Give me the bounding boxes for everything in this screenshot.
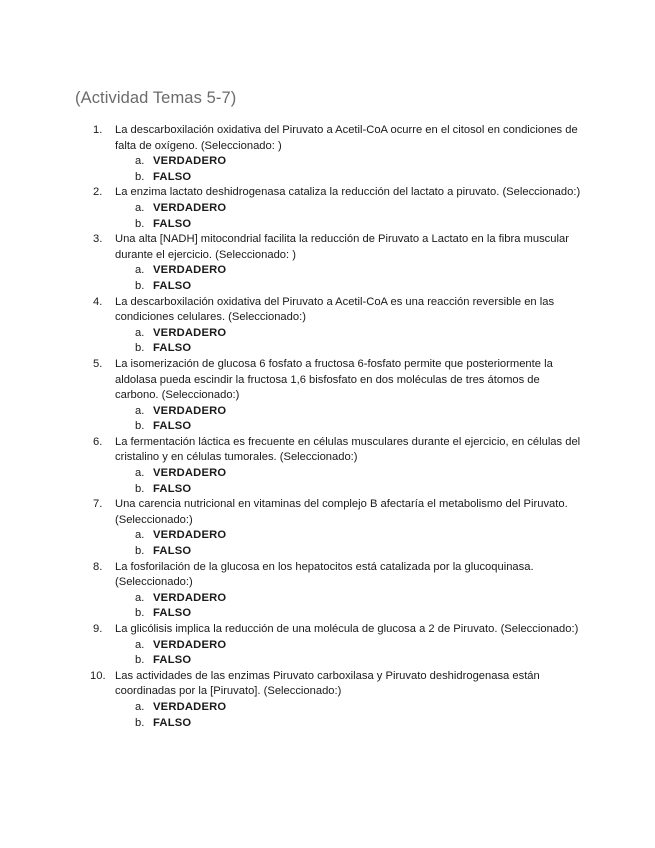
answer-options [115, 263, 583, 294]
question-number: 3. [93, 233, 103, 246]
answer-options [115, 404, 583, 435]
option-verdadero[interactable] [135, 263, 583, 279]
option-label: VERDADERO [153, 591, 227, 604]
answer-options [115, 154, 583, 185]
option-letter: b. [135, 545, 145, 558]
option-letter: a. [135, 591, 145, 604]
question-number: 1. [93, 124, 103, 136]
question-number: 2. [93, 186, 103, 199]
question-number: 10. [90, 669, 106, 682]
question-text: La fermentación láctica es frecuente en células musculares durante el ejercicio, en células del cristalino y en células tumorales. (Seleccionado:) [115, 435, 581, 464]
option-verdadero[interactable] [135, 638, 583, 654]
question-item [93, 560, 583, 622]
option-letter: b. [135, 654, 145, 667]
question-item [93, 497, 583, 559]
option-label: VERDADERO [153, 700, 227, 713]
answer-options [115, 638, 583, 669]
option-label: FALSO [153, 654, 192, 667]
option-label: FALSO [153, 482, 192, 495]
question-text: La isomerización de glucosa 6 fosfato a fructosa 6-fosfato permite que posteriormente la aldolasa pueda escindir la fructosa 1,6 bisfosfato en dos moléculas de tres átomos de carbono. (Seleccionado:) [115, 357, 553, 402]
option-letter: b. [135, 420, 145, 433]
question-number: 9. [93, 623, 103, 635]
question-item [93, 123, 583, 185]
option-verdadero[interactable] [135, 591, 583, 607]
option-falso[interactable] [135, 279, 583, 295]
option-label: VERDADERO [153, 155, 227, 168]
option-label: VERDADERO [153, 467, 227, 480]
option-falso[interactable] [135, 419, 583, 435]
option-label: VERDADERO [153, 529, 227, 542]
option-label: FALSO [153, 716, 192, 729]
option-verdadero[interactable] [135, 201, 583, 217]
option-label: FALSO [153, 545, 192, 558]
option-verdadero[interactable] [135, 528, 583, 544]
question-text: Una alta [NADH] mitocondrial facilita la reducción de Piruvato a Lactato en la fibra muscular durante el ejercicio. (Seleccionado: ) [115, 233, 569, 261]
question-item [93, 435, 583, 497]
question-item [93, 295, 583, 357]
option-letter: a. [135, 638, 145, 651]
option-letter: b. [135, 716, 145, 729]
option-letter: b. [135, 607, 145, 620]
option-verdadero[interactable] [135, 700, 583, 716]
question-text: La fosforilación de la glucosa en los hepatocitos está catalizada por la glucoquinasa. (Seleccionado:) [115, 560, 534, 589]
question-number: 5. [93, 357, 103, 370]
option-letter: a. [135, 264, 145, 277]
question-number: 7. [93, 498, 103, 511]
answer-options [115, 466, 583, 497]
option-falso[interactable] [135, 606, 583, 622]
option-letter: b. [135, 342, 145, 355]
page-title: (Actividad Temas 5-7) [75, 89, 237, 107]
answer-options [115, 201, 583, 232]
question-text: La descarboxilación oxidativa del Piruvato a Acetil-CoA es una reacción reversible en las condiciones celulares. (Seleccionado:) [115, 295, 555, 324]
option-letter: a. [135, 529, 145, 542]
option-verdadero[interactable] [135, 466, 583, 482]
option-falso[interactable] [135, 544, 583, 560]
option-letter: b. [135, 482, 145, 495]
question-text: La glicólisis implica la reducción de una molécula de glucosa a 2 de Piruvato. (Seleccionado:) [115, 623, 579, 635]
option-letter: a. [135, 404, 145, 417]
option-label: FALSO [153, 279, 192, 292]
option-label: FALSO [153, 342, 192, 355]
option-label: FALSO [153, 170, 192, 183]
option-label: FALSO [153, 607, 192, 620]
question-text: Una carencia nutricional en vitaminas del complejo B afectaría el metabolismo del Piruvato. (Seleccionado:) [115, 498, 568, 526]
answer-options [115, 326, 583, 357]
option-letter: a. [135, 326, 145, 339]
question-number: 8. [93, 560, 103, 573]
option-falso[interactable] [135, 170, 583, 186]
option-label: VERDADERO [153, 404, 227, 417]
option-label: FALSO [153, 217, 192, 230]
question-item [93, 357, 583, 435]
option-verdadero[interactable] [135, 154, 583, 170]
option-falso[interactable] [135, 653, 583, 669]
option-label: FALSO [153, 420, 192, 433]
question-item [93, 185, 583, 232]
question-number: 4. [93, 295, 103, 308]
question-text: La descarboxilación oxidativa del Piruvato a Acetil-CoA ocurre en el citosol en condiciones de falta de oxígeno. (Seleccionado: ) [115, 124, 578, 152]
question-item [93, 232, 583, 294]
question-item [90, 669, 583, 731]
question-item [93, 622, 583, 669]
option-label: VERDADERO [153, 264, 227, 277]
option-letter: a. [135, 467, 145, 480]
option-falso[interactable] [135, 482, 583, 498]
option-falso[interactable] [135, 341, 583, 357]
answer-options [115, 700, 583, 731]
option-falso[interactable] [135, 217, 583, 233]
question-number: 6. [93, 435, 103, 448]
option-letter: b. [135, 279, 145, 292]
question-text: Las actividades de las enzimas Piruvato carboxilasa y Piruvato deshidrogenasa están coordinadas por la [Piruvato]. (Seleccionado:) [115, 669, 540, 698]
option-letter: b. [135, 170, 145, 183]
question-text: La enzima lactato deshidrogenasa cataliza la reducción del lactato a piruvato. (Seleccionado:) [115, 186, 581, 199]
option-label: VERDADERO [153, 201, 227, 214]
option-label: VERDADERO [153, 326, 227, 339]
answer-options [115, 528, 583, 559]
answer-options [115, 591, 583, 622]
option-letter: a. [135, 201, 145, 214]
option-label: VERDADERO [153, 638, 227, 651]
option-letter: a. [135, 700, 145, 713]
option-letter: a. [135, 155, 145, 168]
option-verdadero[interactable] [135, 404, 583, 420]
question-list [90, 123, 583, 731]
option-falso[interactable] [135, 716, 583, 732]
option-letter: b. [135, 217, 145, 230]
option-verdadero[interactable] [135, 326, 583, 342]
